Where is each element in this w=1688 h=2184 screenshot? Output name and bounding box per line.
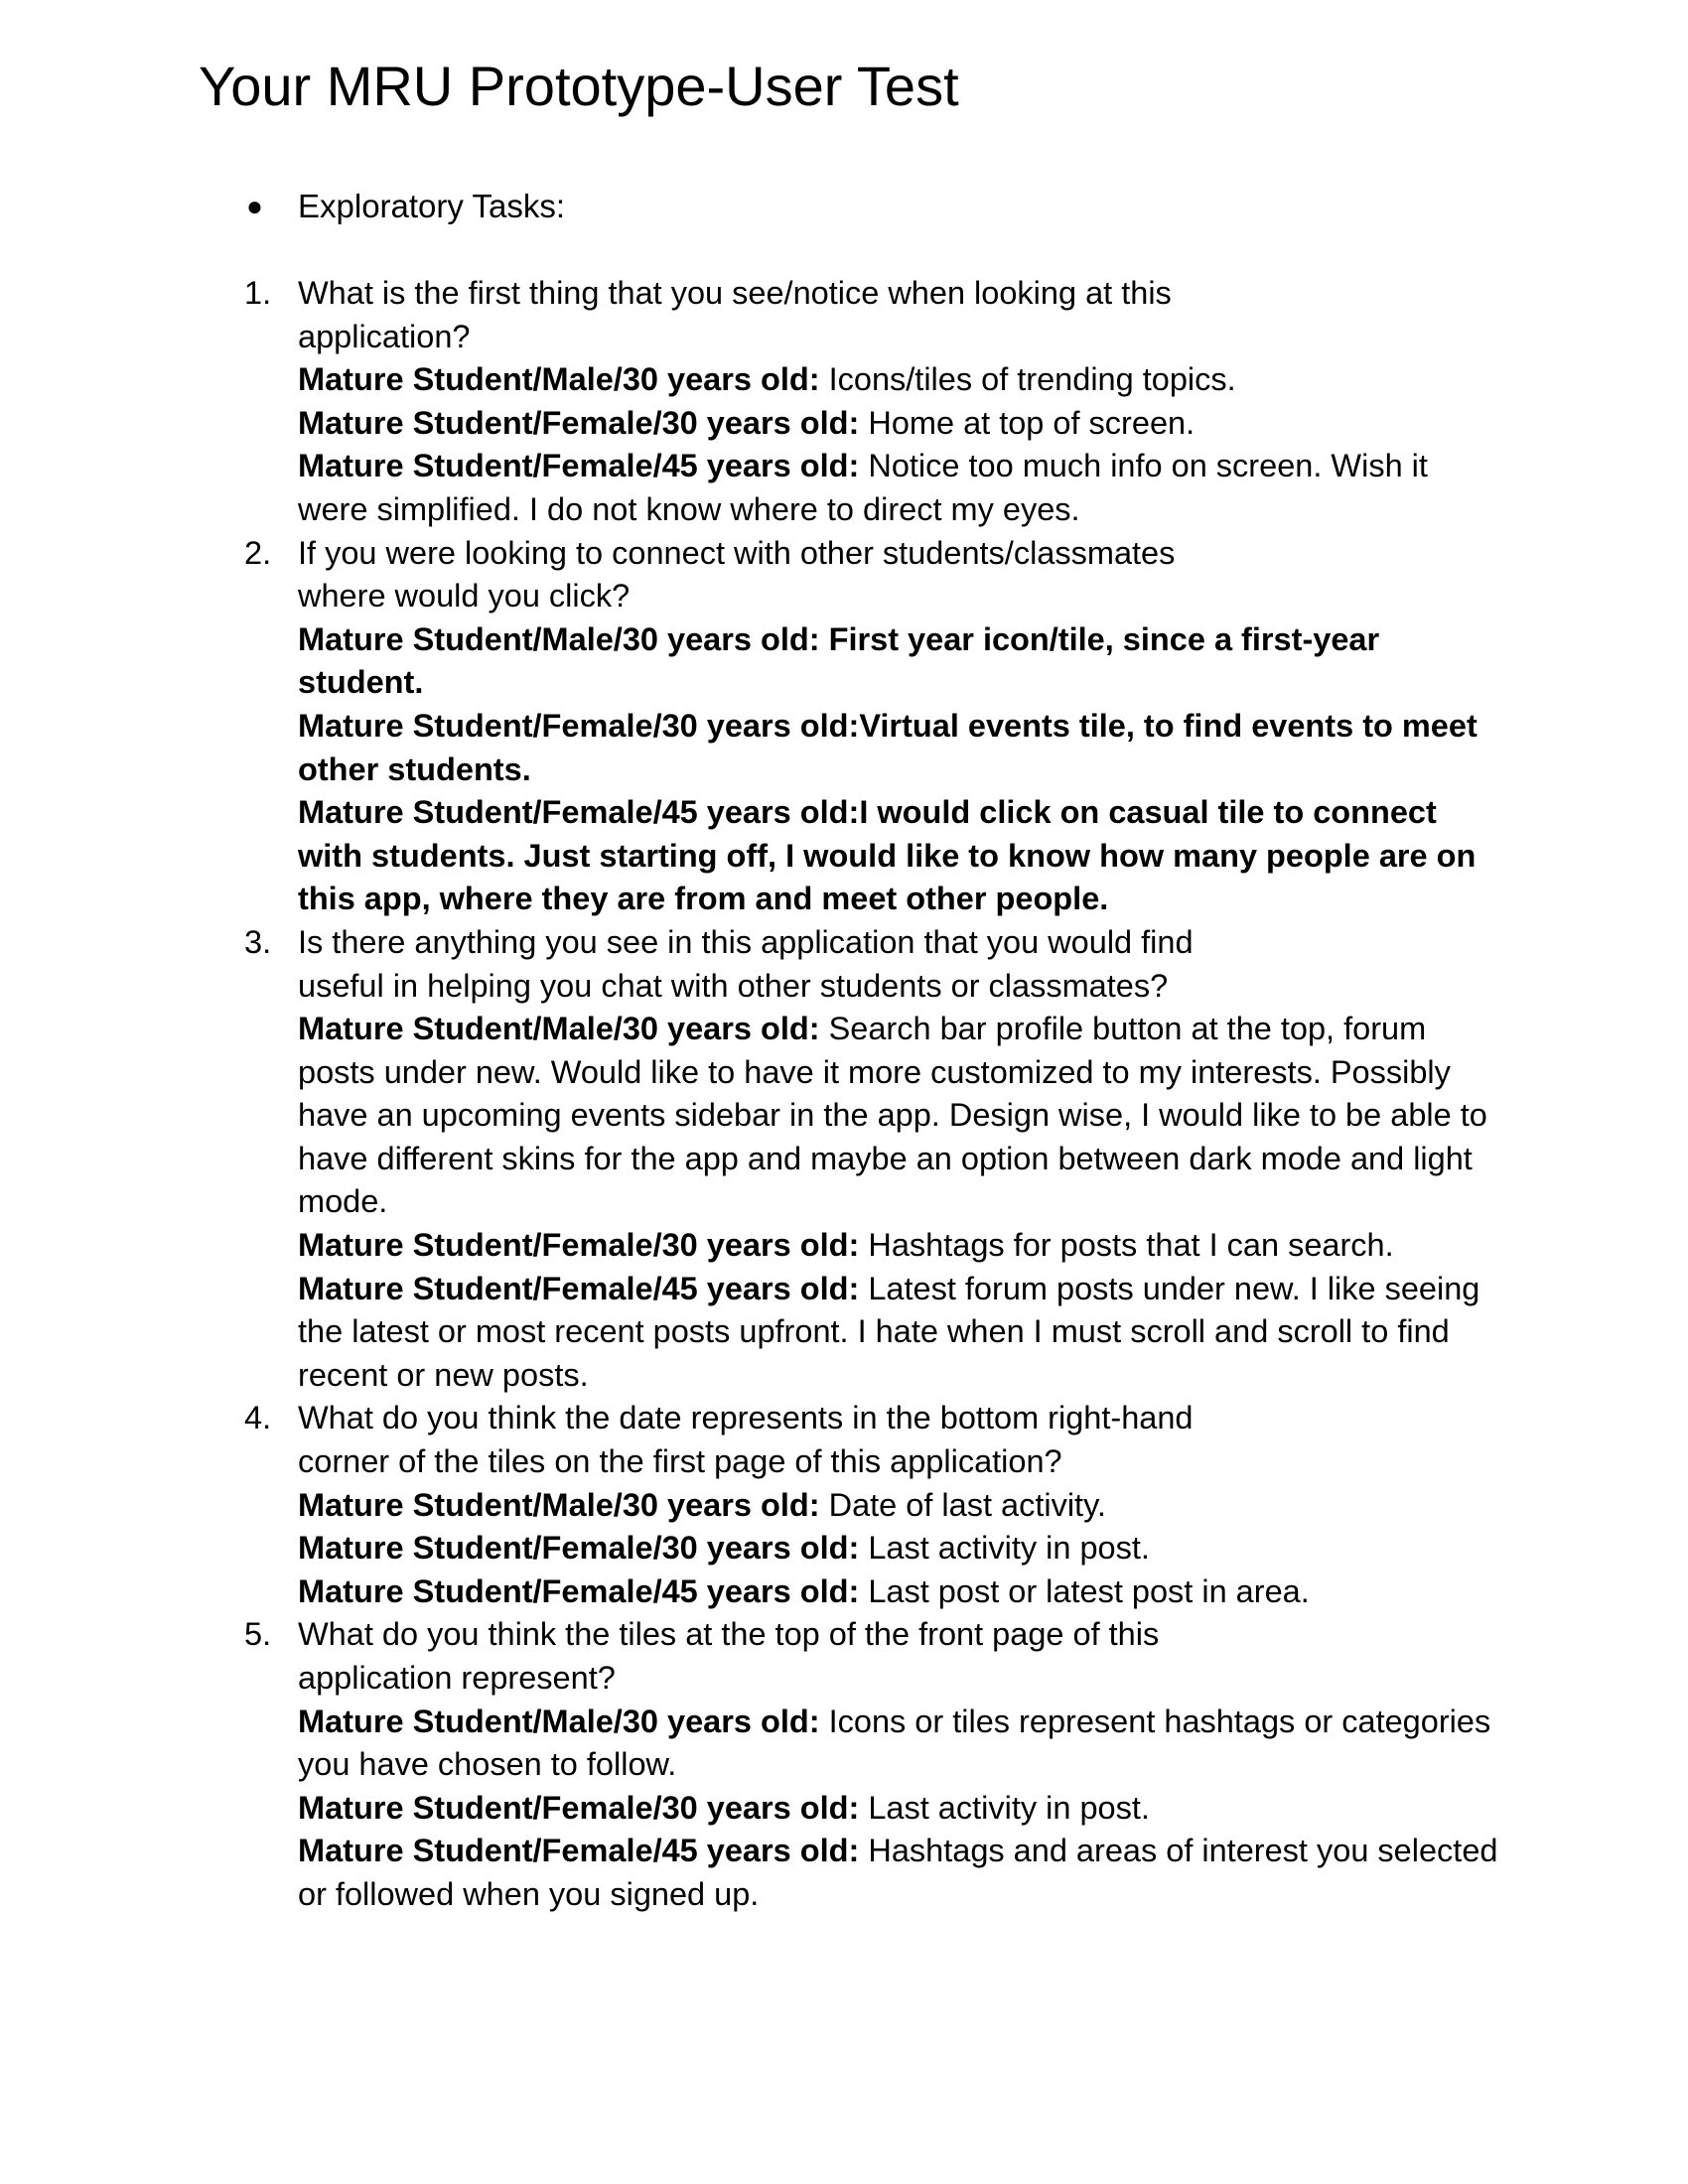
- bullet-dot-icon: ●: [246, 191, 263, 221]
- question-prompt-line: Is there anything you see in this application that you would find: [298, 923, 1194, 960]
- response-text: I would click on casual tile to connect with students. Just starting off, I would like to know how many people are on this app, where they are from and meet other people.: [298, 794, 1477, 917]
- question-number: 4.: [244, 1400, 272, 1436]
- response-text: Home at top of screen.: [859, 404, 1196, 441]
- response-text: Date of last activity.: [819, 1486, 1106, 1523]
- respondent-label: Mature Student/Male/30 years old:: [298, 620, 820, 657]
- respondent-label: Mature Student/Male/30 years old:: [298, 1703, 820, 1739]
- response: [298, 1830, 1499, 1916]
- response-text: Hashtags for posts that I can search.: [859, 1227, 1394, 1264]
- question-item: [0, 532, 1688, 921]
- question-prompt-line: application represent?: [298, 1660, 616, 1696]
- response: [298, 1484, 1499, 1528]
- response: [298, 1570, 1499, 1614]
- question-number: 5.: [244, 1616, 272, 1653]
- question-prompt-line: What is the first thing that you see/notice when looking at this: [298, 275, 1172, 311]
- question-prompt-line: application?: [298, 318, 471, 354]
- response-text: Last activity in post.: [859, 1789, 1150, 1826]
- respondent-label: Mature Student/Male/30 years old:: [298, 361, 820, 398]
- section-heading: Exploratory Tasks:: [298, 188, 565, 224]
- question-item: [0, 1397, 1688, 1613]
- response: [298, 1268, 1499, 1398]
- question-number: 3.: [244, 923, 272, 960]
- question-prompt-line: What do you think the date represents in the bottom right-hand: [298, 1400, 1194, 1436]
- respondent-label: Mature Student/Female/45 years old:: [298, 794, 860, 831]
- response: [298, 445, 1499, 531]
- document-title: Your MRU Prototype-User Test: [199, 55, 959, 117]
- response-text: Hashtags and areas of interest you selected or followed when you signed up.: [298, 1833, 1498, 1912]
- response: [298, 358, 1499, 402]
- response-text: Latest forum posts under new. I like seeing the latest or most recent posts upfront. I hate when I must scroll and scroll to find recent or new posts.: [298, 1270, 1480, 1393]
- question-item: [0, 921, 1688, 1398]
- question-prompt-line: corner of the tiles on the first page of this application?: [298, 1443, 1062, 1480]
- response: [298, 791, 1499, 921]
- response-text: Notice too much info on screen. Wish it were simplified. I do not know where to direct my eyes.: [298, 448, 1428, 527]
- respondent-label: Mature Student/Female/45 years old:: [298, 1833, 860, 1869]
- response: [298, 1787, 1499, 1831]
- response: [298, 618, 1499, 705]
- respondent-label: Mature Student/Female/30 years old:: [298, 1789, 860, 1826]
- response-text: Last activity in post.: [859, 1530, 1150, 1567]
- response: [298, 1224, 1499, 1268]
- respondent-label: Mature Student/Female/30 years old:: [298, 707, 860, 744]
- response-text: Icons/tiles of trending topics.: [819, 361, 1236, 398]
- question-prompt-line: where would you click?: [298, 578, 631, 614]
- question-item: [0, 1613, 1688, 1916]
- response: [298, 705, 1499, 791]
- respondent-label: Mature Student/Female/45 years old:: [298, 1270, 860, 1306]
- response-text: First year icon/tile, since a first-year student.: [298, 620, 1380, 701]
- question-list: [0, 272, 1688, 1917]
- response: [298, 1527, 1499, 1570]
- respondent-label: Mature Student/Male/30 years old:: [298, 1011, 820, 1047]
- response-text: Icons or tiles represent hashtags or categories you have chosen to follow.: [298, 1703, 1491, 1783]
- question-number: 1.: [244, 275, 272, 311]
- respondent-label: Mature Student/Female/45 years old:: [298, 448, 860, 484]
- question-item: [0, 272, 1688, 532]
- respondent-label: Mature Student/Male/30 years old:: [298, 1486, 820, 1523]
- respondent-label: Mature Student/Female/30 years old:: [298, 1227, 860, 1264]
- question-number: 2.: [244, 534, 272, 571]
- question-prompt-line: What do you think the tiles at the top of the front page of this: [298, 1616, 1160, 1653]
- response: [298, 1701, 1499, 1787]
- response-text: Last post or latest post in area.: [859, 1572, 1310, 1609]
- question-prompt-line: If you were looking to connect with other students/classmates: [298, 534, 1176, 571]
- question-prompt-line: useful in helping you chat with other students or classmates?: [298, 967, 1169, 1004]
- response: [298, 1008, 1499, 1224]
- respondent-label: Mature Student/Female/30 years old:: [298, 404, 860, 441]
- response-text: Virtual events tile, to find events to meet other students.: [298, 707, 1477, 787]
- response-text: Search bar profile button at the top, forum posts under new. Would like to have it more customized to my interests. Possibly have an upcoming events sidebar in the app. Design wise, I would like to be able to have different skins for the app and maybe an option between dark mode and light mode.: [298, 1011, 1487, 1220]
- respondent-label: Mature Student/Female/45 years old:: [298, 1572, 860, 1609]
- respondent-label: Mature Student/Female/30 years old:: [298, 1530, 860, 1567]
- response: [298, 402, 1499, 446]
